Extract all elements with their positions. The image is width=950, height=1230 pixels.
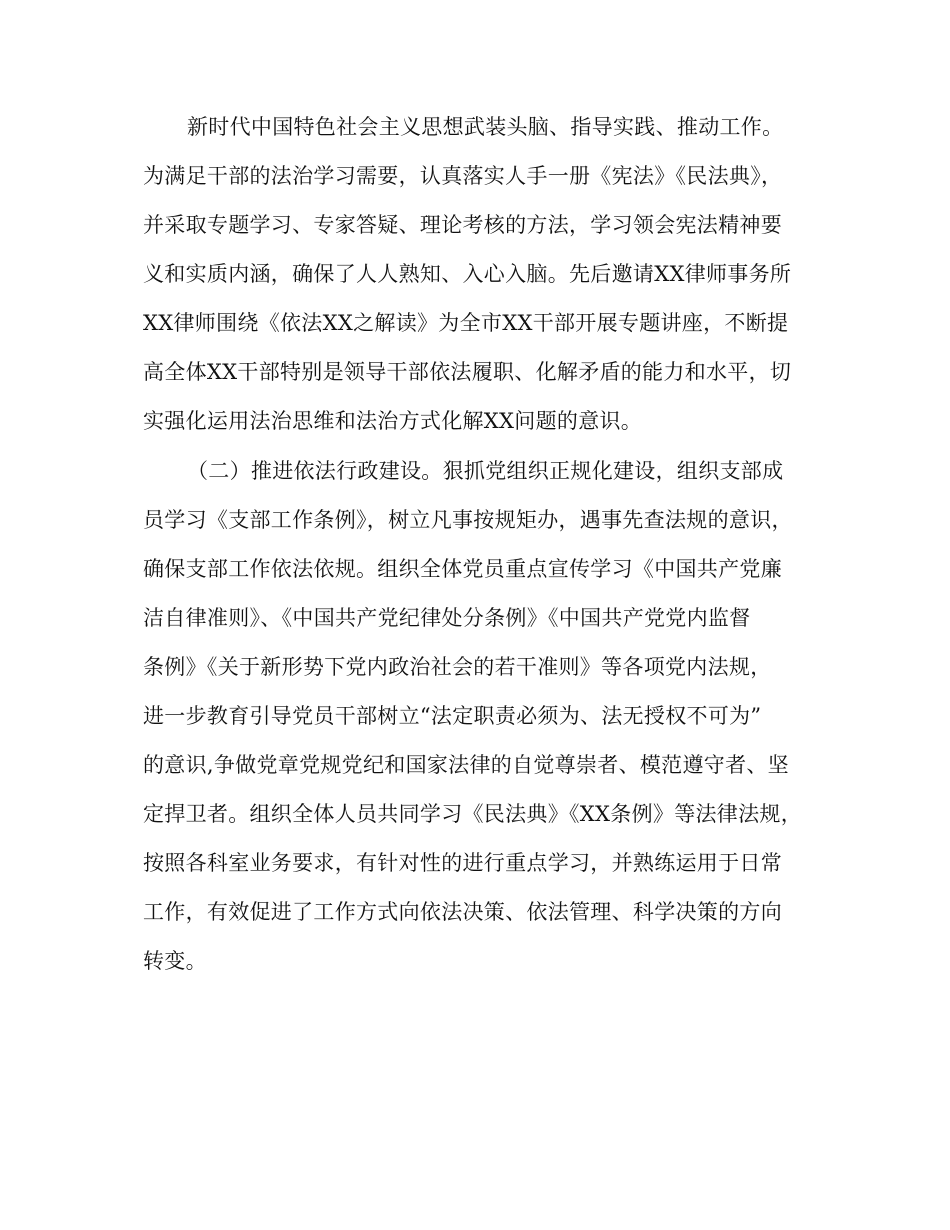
paragraph-2-line-6: 进一步教育引导党员干部树立“法定职责必须为、法无授权不可为”	[143, 704, 762, 728]
paragraph-2-line-2: 员学习《支部工作条例》，树立凡事按规矩办，遇事先查法规的意识，	[143, 508, 793, 532]
paragraph-1-line-6: 高全体XX干部特别是领导干部依法履职、化解矛盾的能力和水平，切	[143, 360, 792, 384]
paragraph-2-line-5: 条例》《关于新形势下党内政治社会的若干准则》等各项党内法规，	[143, 655, 772, 679]
paragraph-1-line-7: 实强化运用法治思维和法治方式化解XX问题的意识。	[143, 409, 643, 433]
paragraph-1-line-3: 并采取专题学习、专家答疑、理论考核的方法，学习领会宪法精神要	[143, 213, 782, 237]
paragraph-1-line-2: 为满足干部的法治学习需要，认真落实人手一册《宪法》《民法典》，	[143, 164, 783, 188]
paragraph-2-line-9: 按照各科室业务要求，有针对性的进行重点学习，并熟练运用于日常	[143, 851, 782, 875]
paragraph-2-line-3: 确保支部工作依法依规。组织全体党员重点宣传学习《中国共产党廉	[143, 557, 782, 581]
paragraph-2-line-1: （二）推进依法行政建设。狠抓党组织正规化建设，组织支部成	[187, 459, 784, 483]
paragraph-2-line-8: 定捍卫者。组织全体人员共同学习《民法典》《XX条例》等法律法规，	[143, 802, 802, 826]
paragraph-2-line-4: 洁自律准则》、《中国共产党纪律处分条例》《中国共产党党内监督	[143, 606, 751, 630]
paragraph-2-line-10: 工作，有效促进了工作方式向依法决策、依法管理、科学决策的方向	[143, 900, 782, 924]
paragraph-2-line-7: 的意识,争做党章党规党纪和国家法律的自觉尊崇者、模范遵守者、坚	[143, 753, 789, 777]
paragraph-2-line-11: 转变。	[143, 949, 207, 973]
paragraph-1-line-4: 义和实质内涵，确保了人人熟知、入心入脑。先后邀请XX律师事务所	[143, 262, 792, 286]
paragraph-1-line-1: 新时代中国特色社会主义思想武装头脑、指导实践、推动工作。	[187, 115, 784, 139]
paragraph-1-line-5: XX律师围绕《依法XX之解读》为全市XX干部开展专题讲座，不断提	[143, 311, 789, 335]
